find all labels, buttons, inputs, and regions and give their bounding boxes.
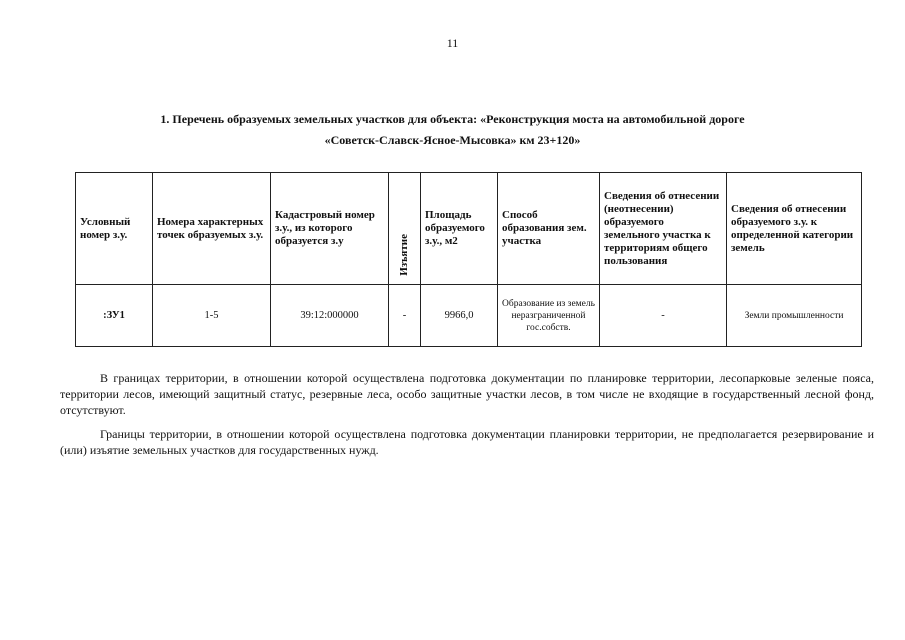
column-header-public-use: Сведения об отнесении (неотнесении) образуемого земельного участка к территориям общего пользования — [600, 173, 727, 285]
section-heading-line-2: «Советск-Славск-Ясное-Мысовка» км 23+120» — [324, 133, 581, 147]
cell-plot-id: :ЗУ1 — [76, 285, 153, 347]
cell-seizure: - — [389, 285, 421, 347]
column-header-points: Номера характерных точек образуемых з.у. — [153, 173, 271, 285]
cell-method: Образование из земель неразграниченной гос.собств. — [498, 285, 600, 347]
land-plots-table — [75, 172, 862, 347]
cell-points: 1-5 — [153, 285, 271, 347]
page-number: 11 — [446, 36, 459, 50]
cell-public-use: - — [600, 285, 727, 347]
column-header-area: Площадь образуемого з.у., м2 — [421, 173, 498, 285]
cell-area: 9966,0 — [421, 285, 498, 347]
paragraph-reservation-info: Границы территории, в отношении которой осуществлена подготовка документации планировки территории, не предполагается резервирование и (или) изъятие земельных участков для государственных нужд. — [60, 427, 874, 457]
column-header-plot-id: Условный номер з.у. — [76, 173, 153, 285]
column-header-category: Сведения об отнесении образуемого з.у. к определенной категории земель — [727, 173, 862, 285]
column-header-seizure-label: Изъятие — [398, 234, 410, 276]
table-row — [76, 285, 862, 347]
cell-cadastral: 39:12:000000 — [271, 285, 389, 347]
column-header-method: Способ образования зем. участка — [498, 173, 600, 285]
column-header-cadastral: Кадастровый номер з.у., из которого образуется з.у — [271, 173, 389, 285]
paragraph-forest-info: В границах территории, в отношении которой осуществлена подготовка документации по планировке территории, лесопарковые зеленые пояса, территории лесов, имеющий защитный статус, резервные леса, особо защитные участки лесов, в том числе не входящие в государственный лесной фонд, отсутствуют. — [60, 371, 874, 417]
cell-category: Земли промышленности — [727, 285, 862, 347]
table-header-row — [76, 173, 862, 285]
column-header-seizure — [389, 173, 421, 285]
section-heading-line-1: 1. Перечень образуемых земельных участков для объекта: «Реконструкция моста на автомобильной дороге — [160, 112, 745, 126]
